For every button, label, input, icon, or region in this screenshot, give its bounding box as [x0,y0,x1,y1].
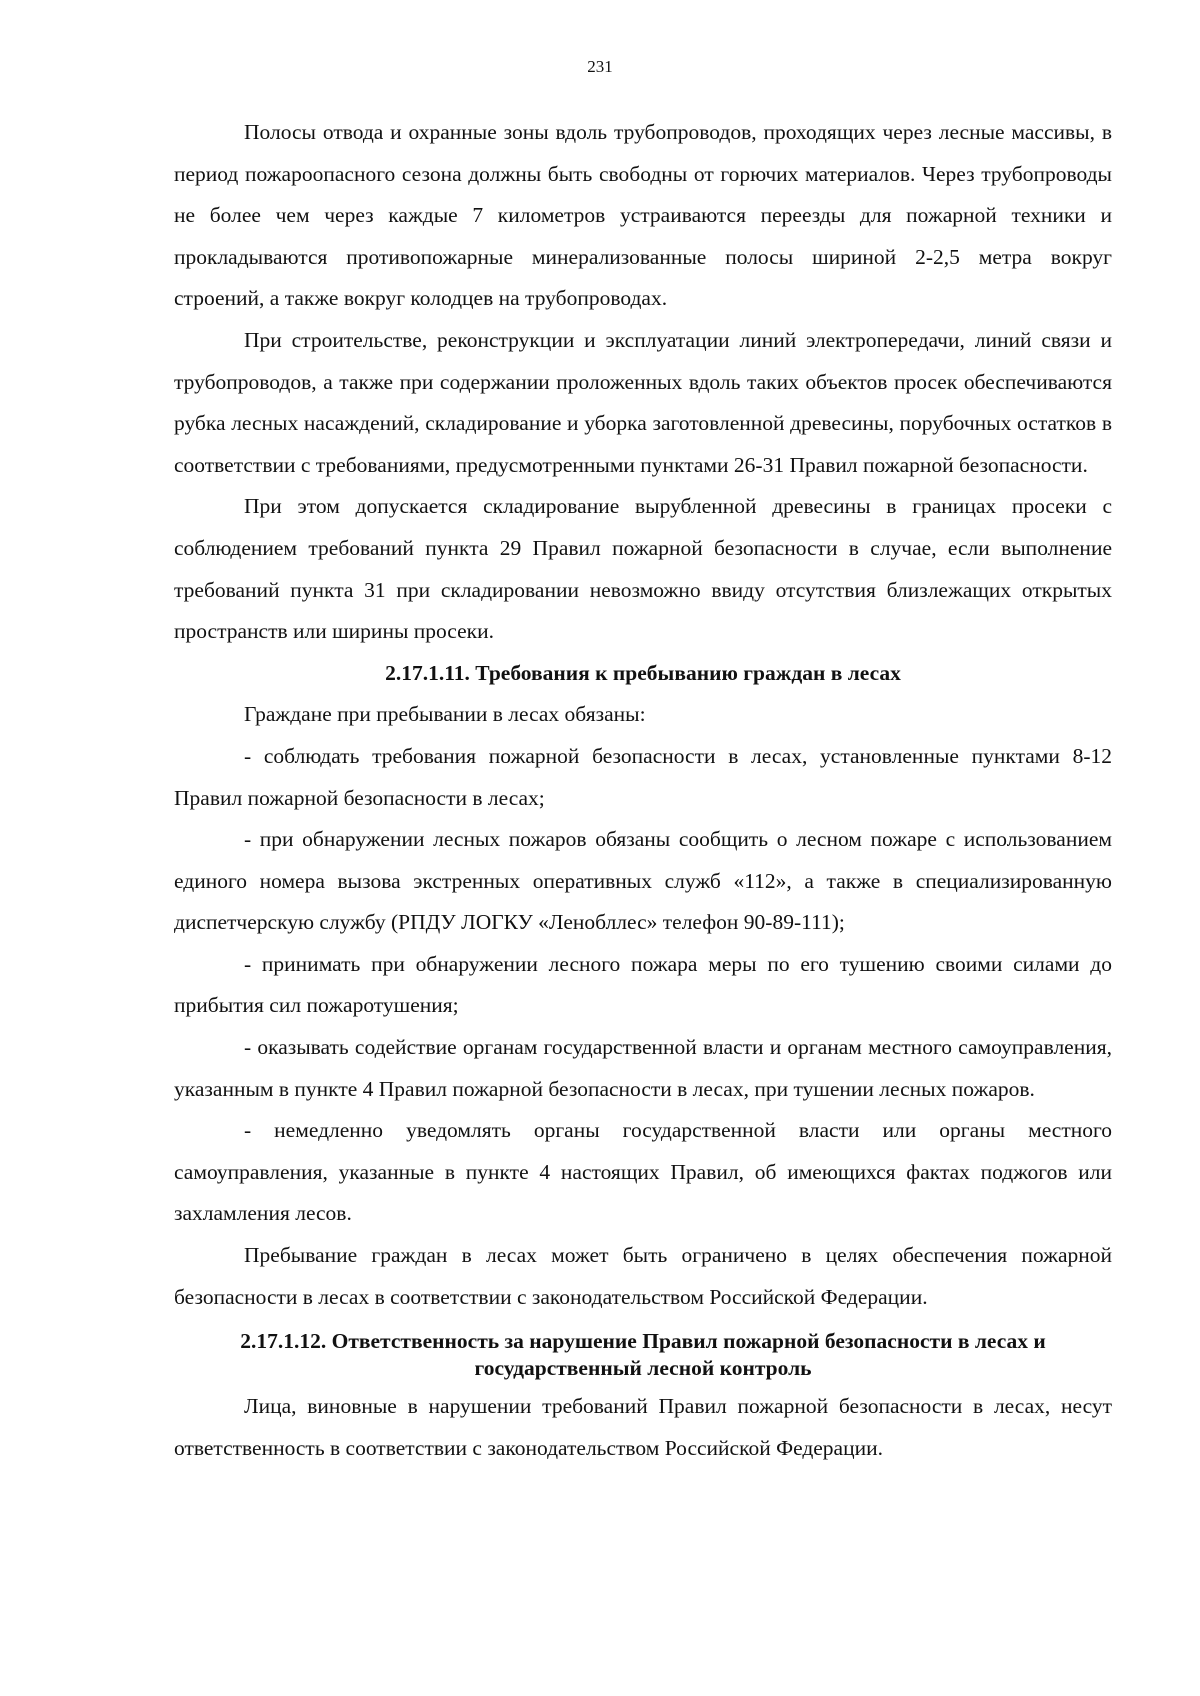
section-heading [174,1328,1112,1382]
section-heading-line: 2.17.1.12. Ответственность за нарушение Правил пожарной безопасности в лесах и [240,1329,1046,1354]
paragraph: При строительстве, реконструкции и эксплуатации линий электропередачи, линий связи и трубопроводов, а также при содержании проложенных вдоль таких объектов просек обеспечиваются рубка лесных насаждений, складирование и уборка заготовленной древесины, порубочных остатков в соответствии с требованиями, предусмотренными пунктами 26-31 Правил пожарной безопасности. [174,327,1112,477]
page-number: 231 [587,57,613,76]
list-item: - оказывать содействие органам государственной власти и органам местного самоуправления, указанным в пункте 4 Правил пожарной безопасности в лесах, при тушении лесных пожаров. [174,1035,1112,1101]
document-body [174,112,1112,1469]
list-item: - при обнаружении лесных пожаров обязаны сообщить о лесном пожаре с использованием единого номера вызова экстренных оперативных служб «112», а также в специализированную диспетчерскую службу (РПДУ ЛОГКУ «Ленобллес» телефон 90-89-111); [174,827,1112,935]
paragraph: Граждане при пребывании в лесах обязаны: [244,702,646,727]
paragraph: Пребывание граждан в лесах может быть ограничено в целях обеспечения пожарной безопасности в лесах в соответствии с законодательством Российской Федерации. [174,1243,1112,1309]
section-heading-line: государственный лесной контроль [474,1356,812,1381]
section-heading: 2.17.1.11. Требования к пребыванию граждан в лесах [385,660,901,685]
list-item: - принимать при обнаружении лесного пожара меры по его тушению своими силами до прибытия сил пожаротушения; [174,951,1112,1018]
paragraph: Полосы отвода и охранные зоны вдоль трубопроводов, проходящих через лесные массивы, в период пожароопасного сезона должны быть свободны от горючих материалов. Через трубопроводы не более чем через каждые 7 километров устраиваются переезды для пожарной техники и прокладываются противопожарные минерализованные полосы шириной 2-2,5 метра вокруг строений, а также вокруг колодцев на трубопроводах. [174,120,1112,311]
paragraph: При этом допускается складирование вырубленной древесины в границах просеки с соблюдением требований пункта 29 Правил пожарной безопасности в случае, если выполнение требований пункта 31 при складировании невозможно ввиду отсутствия близлежащих открытых пространств или ширины просеки. [174,494,1112,644]
list-item: - соблюдать требования пожарной безопасности в лесах, установленные пунктами 8-12 Правил пожарной безопасности в лесах; [174,743,1112,810]
list-item: - немедленно уведомлять органы государственной власти или органы местного самоуправления, указанные в пункте 4 настоящих Правил, об имеющихся фактах поджогов или захламления лесов. [174,1118,1112,1226]
paragraph: Лица, виновные в нарушении требований Правил пожарной безопасности в лесах, несут ответственность в соответствии с законодательством Российской Федерации. [174,1394,1112,1460]
